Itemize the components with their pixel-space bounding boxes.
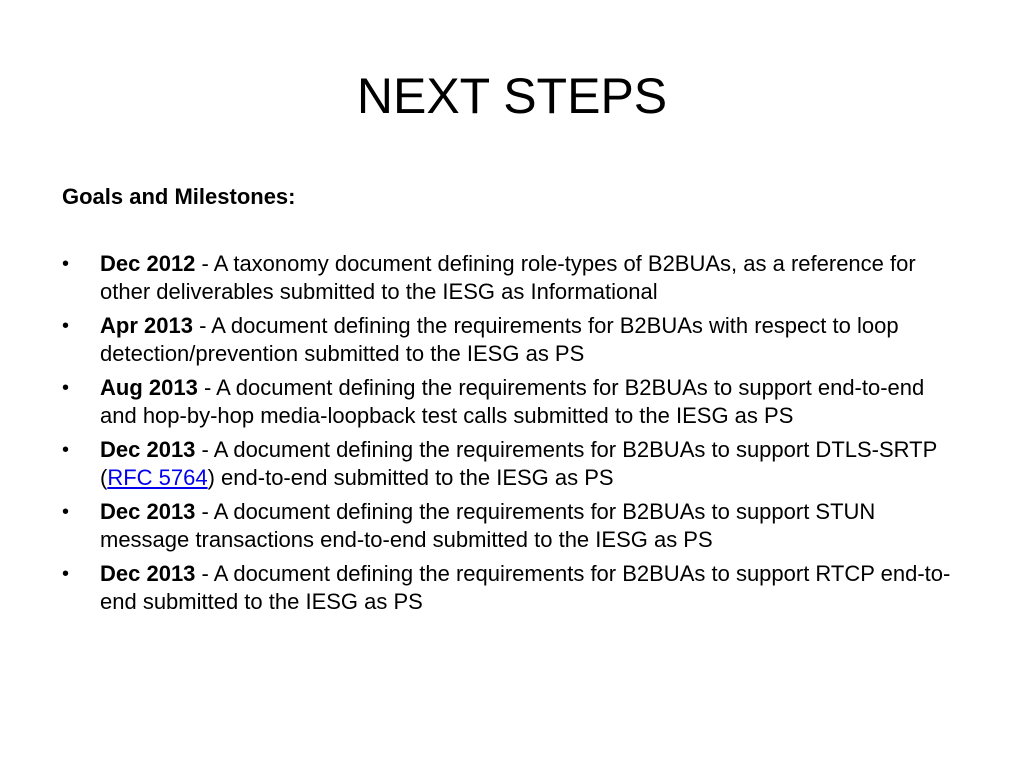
- milestone-separator: -: [195, 251, 214, 276]
- milestone-item: [62, 250, 962, 306]
- rfc-5764-link[interactable]: RFC 5764: [107, 465, 208, 490]
- bullet-icon: •: [62, 439, 70, 461]
- bullet-icon: •: [62, 563, 70, 585]
- bullet-icon: •: [62, 501, 70, 523]
- milestone-date: Dec 2012: [100, 251, 196, 276]
- milestone-text: A taxonomy document defining role-types of B2BUAs, as a reference for other deliverables submitted to the IESG as Informational: [100, 251, 916, 304]
- milestone-item: [62, 436, 962, 492]
- milestone-date: Dec 2013: [100, 499, 196, 524]
- milestone-item: [62, 374, 962, 430]
- milestone-text: A document defining the requirements for B2BUAs with respect to loop detection/prevention submitted to the IESG as PS: [100, 313, 899, 366]
- milestone-text: ) end-to-end submitted to the IESG as PS: [207, 465, 614, 490]
- milestone-separator: -: [195, 561, 214, 586]
- milestone-separator: -: [195, 437, 214, 462]
- milestone-date: Aug 2013: [100, 375, 198, 400]
- milestone-text: A document defining the requirements for B2BUAs to support end-to-end and hop-by-hop media-loopback test calls submitted to the IESG as PS: [100, 375, 925, 428]
- milestone-date: Dec 2013: [100, 437, 196, 462]
- bullet-icon: •: [62, 315, 70, 337]
- milestone-separator: -: [195, 499, 214, 524]
- milestone-separator: -: [192, 313, 212, 338]
- milestone-separator: -: [197, 375, 217, 400]
- bullet-icon: •: [62, 377, 70, 399]
- milestone-item: [62, 560, 962, 616]
- milestone-text: A document defining the requirements for B2BUAs to support DTLS-SRTP (: [100, 437, 937, 490]
- slide-title: NEXT STEPS: [356, 68, 668, 124]
- milestone-item: [62, 312, 962, 368]
- milestone-item: [62, 498, 962, 554]
- milestone-text: A document defining the requirements for B2BUAs to support STUN message transactions end-to-end submitted to the IESG as PS: [100, 499, 876, 552]
- milestone-text: A document defining the requirements for B2BUAs to support RTCP end-to-end submitted to the IESG as PS: [100, 561, 951, 614]
- goals-heading: Goals and Milestones:: [62, 184, 296, 209]
- milestone-date: Apr 2013: [100, 313, 193, 338]
- milestone-date: Dec 2013: [100, 561, 196, 586]
- bullet-icon: •: [62, 253, 70, 275]
- milestone-list: [62, 250, 962, 622]
